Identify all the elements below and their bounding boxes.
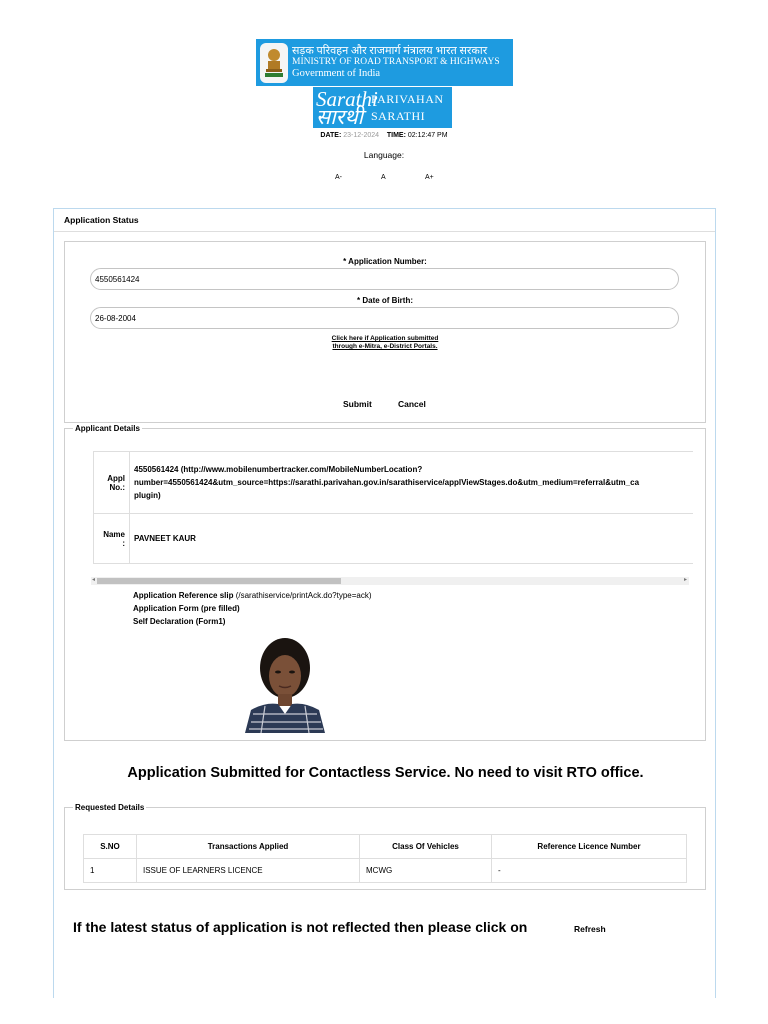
date-time-line bbox=[0, 132, 768, 139]
font-normal-button[interactable]: A bbox=[381, 174, 386, 181]
column-header-class: Class Of Vehicles bbox=[360, 835, 492, 859]
applicant-photo bbox=[243, 634, 327, 733]
applicant-details-fieldset bbox=[64, 424, 706, 741]
ministry-hindi: सड़क परिवहन और राजमार्ग मंत्रालय भारत सरकार bbox=[292, 45, 488, 57]
requested-details-table bbox=[83, 834, 687, 883]
application-number-label: * Application Number: bbox=[343, 257, 427, 266]
column-header-reference: Reference Licence Number bbox=[492, 835, 687, 859]
emitra-link-line1: Click here if Application submitted bbox=[331, 335, 439, 342]
reference-slip-label: Application Reference slip bbox=[133, 591, 234, 600]
document-links bbox=[133, 589, 372, 628]
requested-details-fieldset bbox=[64, 803, 706, 890]
sarathi-banner bbox=[313, 87, 452, 128]
sarathi-logo-hindi: सारथी bbox=[316, 104, 364, 129]
panel-title: Application Status bbox=[64, 215, 139, 225]
date-value: 23-12-2024 bbox=[343, 132, 380, 139]
name-value: PAVNEET KAUR bbox=[130, 514, 694, 564]
column-header-transactions: Transactions Applied bbox=[137, 835, 360, 859]
table-row bbox=[94, 514, 694, 564]
scroll-left-icon[interactable]: ◂ bbox=[92, 577, 96, 583]
status-form bbox=[64, 241, 706, 423]
time-value: 02:12:47 PM bbox=[407, 132, 448, 139]
dob-input[interactable] bbox=[90, 307, 679, 329]
ministry-banner bbox=[256, 39, 513, 86]
requested-details-legend: Requested Details bbox=[75, 803, 145, 812]
appl-no-key-line2: No.: bbox=[109, 482, 125, 492]
cancel-button[interactable]: Cancel bbox=[398, 399, 426, 409]
cell-sno: 1 bbox=[84, 859, 137, 883]
dob-label: * Date of Birth: bbox=[357, 296, 413, 305]
panel-divider bbox=[54, 231, 715, 232]
submit-button[interactable]: Submit bbox=[343, 399, 372, 409]
ministry-text bbox=[292, 46, 500, 79]
ministry-english: MINISTRY OF ROAD TRANSPORT & HIGHWAYS bbox=[292, 57, 500, 67]
appl-no-line1: 4550561424 (http://www.mobilenumbertracker.com/MobileNumberLocation? bbox=[134, 465, 423, 474]
font-increase-button[interactable]: A+ bbox=[425, 174, 434, 181]
national-emblem-icon bbox=[260, 43, 288, 83]
latest-status-text: If the latest status of application is not reflected then please click on bbox=[73, 919, 528, 935]
applicant-details-table bbox=[93, 451, 693, 564]
application-form-link[interactable]: Application Form (pre filled) bbox=[133, 604, 240, 613]
refresh-button[interactable]: Refresh bbox=[574, 924, 606, 934]
sarathi-logo-english: Sarathi bbox=[316, 86, 378, 111]
time-label: TIME: bbox=[386, 132, 406, 139]
cell-transaction: ISSUE OF LEARNERS LICENCE bbox=[137, 859, 360, 883]
self-declaration-link[interactable]: Self Declaration (Form1) bbox=[133, 617, 226, 626]
sarathi-logo bbox=[313, 86, 378, 129]
cell-reference: - bbox=[492, 859, 687, 883]
government-of-india: Government of India bbox=[292, 68, 381, 79]
application-status-panel bbox=[53, 208, 716, 998]
sarathi-text: SARATHI bbox=[371, 108, 426, 123]
emitra-link[interactable] bbox=[65, 335, 705, 351]
table-row bbox=[94, 452, 694, 514]
reference-slip-url: (/sarathiservice/printAck.do?type=ack) bbox=[235, 591, 372, 600]
name-key-line1: Name bbox=[103, 529, 125, 539]
date-label: DATE: bbox=[320, 132, 342, 139]
parivahan-text: PARIVAHAN bbox=[371, 91, 444, 106]
contactless-message: Application Submitted for Contactless Service. No need to visit RTO office. bbox=[127, 765, 644, 781]
appl-no-key bbox=[94, 452, 130, 514]
table-header-row bbox=[84, 835, 687, 859]
application-number-input[interactable] bbox=[90, 268, 679, 290]
horizontal-scrollbar[interactable] bbox=[91, 577, 689, 585]
scrollbar-thumb[interactable] bbox=[97, 578, 341, 584]
reference-slip-link[interactable] bbox=[133, 589, 372, 602]
appl-no-value bbox=[130, 452, 694, 514]
appl-no-line3: plugin) bbox=[134, 491, 161, 500]
cell-class: MCWG bbox=[360, 859, 492, 883]
appl-no-key-line1: Appl bbox=[107, 473, 125, 483]
name-key-line2: : bbox=[122, 538, 125, 548]
table-row bbox=[84, 859, 687, 883]
appl-no-line2: number=4550561424&utm_source=https://sarathi.parivahan.gov.in/sarathiservice/applViewStages.do&utm_medium=referral&utm_ca bbox=[134, 478, 640, 487]
emitra-link-line2: through e-Mitra, e-District Portals. bbox=[332, 343, 438, 350]
sarathi-words bbox=[371, 91, 444, 125]
applicant-details-legend: Applicant Details bbox=[75, 424, 140, 433]
name-key bbox=[94, 514, 130, 564]
column-header-sno: S.NO bbox=[84, 835, 137, 859]
font-decrease-button[interactable]: A- bbox=[335, 174, 342, 181]
language-label: Language: bbox=[363, 150, 405, 160]
scroll-right-icon[interactable]: ▸ bbox=[683, 577, 687, 583]
